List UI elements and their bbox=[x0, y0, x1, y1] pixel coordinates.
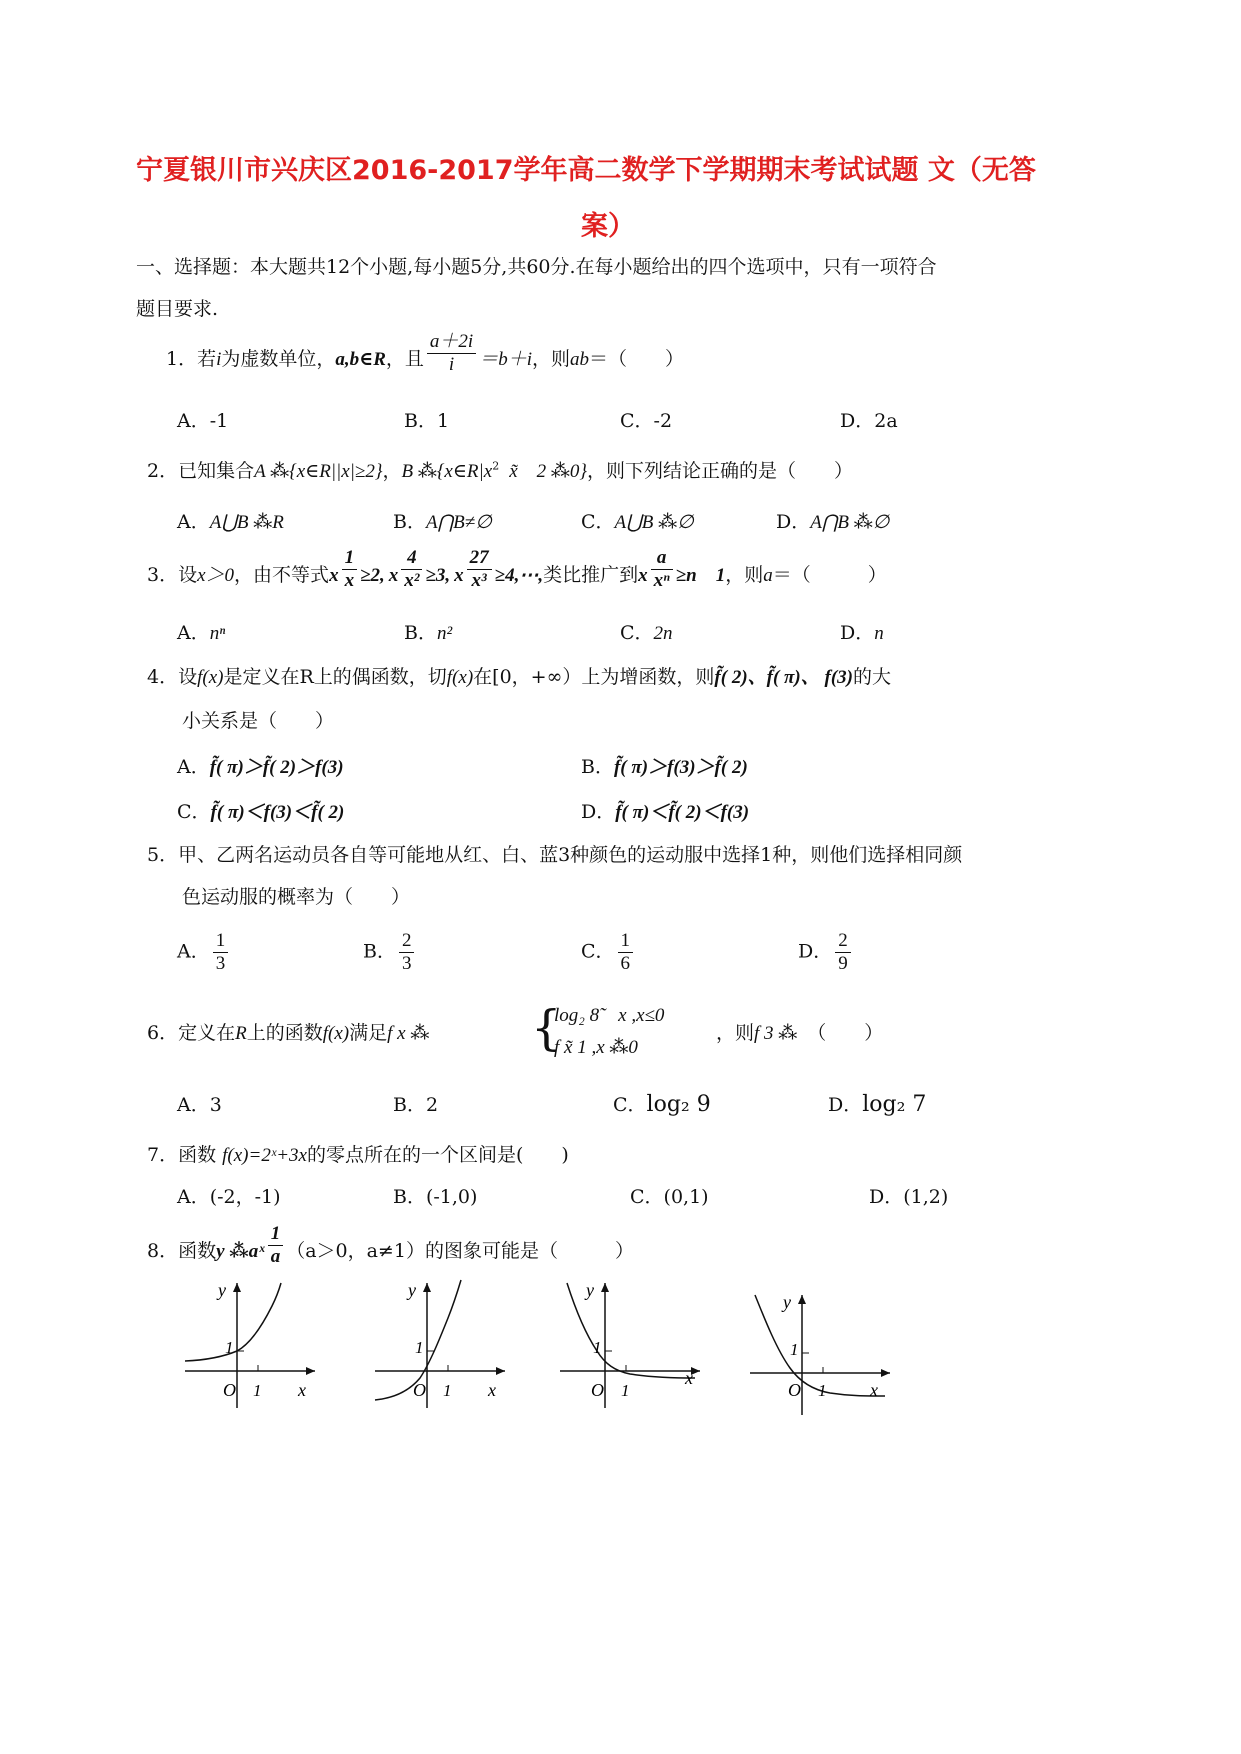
q1-fraction bbox=[427, 331, 476, 376]
q4-text-1: 设 bbox=[178, 666, 198, 688]
q6-option-d[interactable] bbox=[828, 1090, 926, 1117]
svg-text:x: x bbox=[488, 1380, 496, 1400]
q2-set-a: A ⁂{x∈R||x|≥2} bbox=[254, 461, 383, 482]
svg-text:1: 1 bbox=[621, 1381, 630, 1400]
q3-x-3: x bbox=[454, 565, 464, 586]
q2-set-b: B ⁂{x∈R|x bbox=[401, 461, 493, 482]
q5-a-num: 1 bbox=[213, 930, 229, 953]
q5-d-den: 9 bbox=[838, 952, 848, 974]
svg-text:1: 1 bbox=[818, 1381, 827, 1400]
q6-c-label: C． bbox=[613, 1094, 647, 1116]
q3-d-label: D． bbox=[840, 622, 875, 644]
q3-frac-1-num: 1 bbox=[342, 547, 358, 570]
q7-option-d[interactable]: D．(1,2) bbox=[869, 1186, 949, 1208]
q6-option-b[interactable]: B．2 bbox=[393, 1094, 439, 1116]
q5-b-num: 2 bbox=[399, 930, 415, 953]
q4-fx-2: f(x) bbox=[446, 667, 474, 688]
q8-number: 8． bbox=[147, 1240, 179, 1262]
q2-option-c[interactable] bbox=[581, 507, 694, 534]
q3-option-c[interactable] bbox=[620, 618, 673, 645]
q3-a: a bbox=[763, 565, 773, 586]
q2-text-2: ，则下列结论正确的是（ ） bbox=[586, 460, 853, 482]
section-intro: 一、选择题：本大题共12个小题,每小题5分,共60分.在每小题给出的四个选项中，只有一项符合 bbox=[136, 256, 937, 278]
q3-option-a[interactable] bbox=[177, 618, 225, 645]
svg-text:y: y bbox=[783, 1292, 791, 1312]
q6-ask: f 3 ⁂ bbox=[754, 1023, 798, 1044]
q3-text-2: ，由不等式 bbox=[234, 564, 330, 586]
q3-frac-2-num: 4 bbox=[401, 547, 422, 570]
svg-text:x: x bbox=[298, 1380, 306, 1400]
q5-a-den: 3 bbox=[215, 952, 226, 974]
q4-d-label: D． bbox=[581, 801, 616, 823]
q3-frac-4-den: xⁿ bbox=[653, 569, 670, 591]
q1-text-3: ，且 bbox=[385, 348, 424, 370]
q1-text-5: ＝（ ） bbox=[589, 348, 685, 370]
q2-b-label: B． bbox=[393, 511, 426, 533]
q2-sep: ， bbox=[382, 460, 402, 482]
q2-option-a[interactable] bbox=[177, 507, 284, 534]
q2-c-label: C． bbox=[581, 511, 615, 533]
q3-text-5: ＝（ ） bbox=[772, 564, 887, 586]
q6-c-math: log₂ 9 bbox=[646, 1092, 711, 1117]
q3-frac-4-num: a bbox=[651, 547, 673, 570]
q6-case-2: f x̃ 1 ,x ⁂0 bbox=[554, 1037, 638, 1058]
q3-text-3: 类比推广到 bbox=[543, 564, 639, 586]
q7-text-1: 函数 bbox=[178, 1144, 223, 1166]
q3-frac-1-den: x bbox=[344, 569, 355, 591]
q8-frac bbox=[268, 1223, 284, 1268]
q5-c-den: 6 bbox=[620, 952, 631, 974]
page-title bbox=[136, 148, 1036, 187]
q3-b-label: B． bbox=[404, 622, 437, 644]
q2-d-math: A⋂B ⁂∅ bbox=[810, 512, 890, 533]
q5-b-den: 3 bbox=[401, 952, 412, 974]
q1-frac-den: i bbox=[448, 353, 455, 375]
q3-frac-4 bbox=[651, 547, 673, 592]
q6-lhs: f x ⁂ bbox=[387, 1023, 430, 1044]
q2-set-b-2: x̃ 2 ⁂0} bbox=[509, 461, 587, 482]
q6-option-a[interactable]: A．3 bbox=[177, 1094, 222, 1116]
q3-cond: x＞0 bbox=[197, 565, 235, 586]
svg-text:1: 1 bbox=[790, 1340, 799, 1359]
q4-a-label: A． bbox=[177, 756, 210, 778]
q2-option-d[interactable] bbox=[776, 507, 889, 534]
q8-text-2: （a＞0，a≠1）的图象可能是（ ） bbox=[286, 1240, 634, 1262]
q5-b-label: B． bbox=[363, 940, 396, 963]
q1-text-4: ，则 bbox=[531, 348, 570, 370]
q5-a-label: A． bbox=[177, 940, 210, 963]
q3-option-b[interactable] bbox=[404, 618, 452, 645]
q3-frac-3-den: x³ bbox=[471, 569, 487, 591]
q3-frac-1 bbox=[342, 547, 358, 592]
q3-a-label: A． bbox=[177, 622, 210, 644]
q5-option-b[interactable] bbox=[363, 930, 417, 975]
svg-text:y: y bbox=[586, 1280, 594, 1300]
q3-a-math: nⁿ bbox=[209, 623, 226, 644]
q3-frac-3 bbox=[467, 547, 492, 592]
q6-text-2: 上的函数 bbox=[246, 1022, 323, 1044]
question-1 bbox=[166, 330, 685, 375]
q5-option-a[interactable] bbox=[177, 930, 231, 975]
q3-c-math: 2n bbox=[653, 623, 673, 644]
question-5-cont: 色运动服的概率为（ ） bbox=[182, 886, 411, 908]
q3-rel-3: ≥4,⋯, bbox=[494, 565, 544, 586]
q1-text-1: 若 bbox=[197, 348, 217, 370]
q2-a-label: A． bbox=[177, 511, 210, 533]
q8-frac-num: 1 bbox=[268, 1223, 284, 1246]
question-2 bbox=[147, 456, 853, 483]
q1-option-d[interactable]: D．2a bbox=[840, 410, 898, 432]
q2-number: 2． bbox=[147, 460, 179, 482]
svg-text:y: y bbox=[218, 1280, 226, 1300]
q6-text-5: （ ） bbox=[807, 1022, 884, 1044]
q8-frac-den: a bbox=[270, 1245, 281, 1267]
q7-option-a[interactable]: A．(-2，-1) bbox=[177, 1186, 281, 1208]
q1-option-c[interactable]: C．-2 bbox=[620, 410, 673, 432]
svg-text:1: 1 bbox=[225, 1338, 234, 1357]
question-6-ask bbox=[716, 1018, 883, 1045]
question-8 bbox=[147, 1222, 634, 1267]
q6-d-math: log₂ 7 bbox=[862, 1092, 927, 1117]
q5-b-frac bbox=[399, 930, 415, 975]
q5-option-d[interactable] bbox=[798, 930, 854, 975]
page-title-cont bbox=[581, 204, 635, 243]
q3-c-label: C． bbox=[620, 622, 654, 644]
q3-frac-2 bbox=[401, 547, 422, 592]
q8-graph-c[interactable] bbox=[555, 1278, 705, 1413]
q3-number: 3． bbox=[147, 564, 179, 586]
q4-option-a[interactable] bbox=[177, 752, 344, 779]
svg-text:x: x bbox=[870, 1380, 878, 1400]
q7-fx: f(x)=2ˣ+3x bbox=[222, 1145, 307, 1166]
q3-frac-2-den: x² bbox=[404, 569, 420, 591]
q4-text-4: 的大 bbox=[853, 666, 892, 688]
q1-frac-num: a＋2i bbox=[427, 331, 476, 354]
q6-option-c[interactable] bbox=[613, 1090, 711, 1117]
q6-text-1: 定义在 bbox=[178, 1022, 236, 1044]
svg-text:O: O bbox=[591, 1380, 604, 1400]
svg-text:O: O bbox=[413, 1380, 426, 1400]
q1-math-ab: a,b∈R bbox=[335, 349, 386, 370]
q6-text-3: 满足 bbox=[349, 1022, 388, 1044]
svg-text:O: O bbox=[223, 1380, 236, 1400]
q3-rel-2: ≥3, bbox=[425, 565, 451, 586]
q7-option-c[interactable]: C．(0,1) bbox=[630, 1186, 709, 1208]
q6-case-1: log₂ 8̃ x ,x≤0 bbox=[554, 1005, 665, 1026]
q6-d-label: D． bbox=[828, 1094, 863, 1116]
q4-a-math: f̃( π)＞f̃( 2)＞f(3) bbox=[209, 757, 344, 778]
q4-option-c[interactable] bbox=[177, 797, 344, 824]
q3-frac-3-num: 27 bbox=[467, 547, 492, 570]
question-5 bbox=[147, 840, 962, 867]
q4-math-1: f̃( 2)、f̃( π)、 f(3) bbox=[714, 667, 853, 688]
q1-math-eq: ＝b＋i bbox=[479, 349, 532, 370]
q4-d-math: f̃( π)＜f̃( 2)＜f(3) bbox=[615, 802, 750, 823]
q3-x-1: x bbox=[329, 565, 339, 586]
q8-graph-a[interactable] bbox=[180, 1278, 320, 1413]
q1-math-i: i bbox=[216, 349, 222, 370]
q3-x-4: x bbox=[638, 565, 648, 586]
q2-text-1: 已知集合 bbox=[178, 460, 255, 482]
q1-option-b[interactable]: B．1 bbox=[404, 410, 450, 432]
q4-b-math: f̃( π)＞f(3)＞f̃( 2) bbox=[613, 757, 748, 778]
q5-d-label: D． bbox=[798, 940, 833, 963]
q5-c-frac bbox=[618, 930, 634, 975]
q2-a-math: A⋃B ⁂R bbox=[209, 512, 284, 533]
q1-option-a[interactable]: A．-1 bbox=[177, 410, 229, 432]
question-4 bbox=[147, 662, 891, 689]
q5-a-frac bbox=[213, 930, 229, 975]
q2-d-label: D． bbox=[776, 511, 811, 533]
q3-option-d[interactable] bbox=[840, 618, 884, 645]
svg-text:1: 1 bbox=[443, 1381, 452, 1400]
q5-text-1: 甲、乙两名运动员各自等可能地从红、白、蓝3种颜色的运动服中选择1种，则他们选择相同颜 bbox=[178, 844, 963, 866]
q2-b-math: A⋂B≠∅ bbox=[425, 512, 492, 533]
q5-option-c[interactable] bbox=[581, 930, 636, 975]
q2-option-b[interactable] bbox=[393, 507, 492, 534]
q4-number: 4． bbox=[147, 666, 179, 688]
question-6 bbox=[147, 1018, 429, 1045]
q3-text-1: 设 bbox=[178, 564, 198, 586]
q4-b-label: B． bbox=[581, 756, 614, 778]
svg-text:1: 1 bbox=[593, 1338, 602, 1357]
q8-text-1: 函数 bbox=[178, 1240, 217, 1262]
q3-rel-4: ≥n 1 bbox=[675, 565, 726, 586]
q4-c-label: C． bbox=[177, 801, 211, 823]
svg-text:1: 1 bbox=[253, 1381, 262, 1400]
q7-number: 7． bbox=[147, 1144, 179, 1166]
q3-rel-1: ≥2, bbox=[360, 565, 385, 586]
q4-text-2: 是定义在R上的偶函数，切 bbox=[223, 666, 447, 688]
section-intro-cont: 题目要求. bbox=[136, 298, 219, 320]
svg-text:y: y bbox=[408, 1280, 416, 1300]
question-3 bbox=[147, 546, 887, 591]
q4-text-3: 在[0，+∞）上为增函数，则 bbox=[473, 666, 715, 688]
q6-brace: { bbox=[531, 1000, 562, 1056]
q1-text-2: 为虚数单位， bbox=[221, 348, 336, 370]
q5-d-frac bbox=[835, 930, 851, 975]
q8-y: y ⁂aˣ bbox=[216, 1241, 265, 1262]
q3-d-math: n bbox=[874, 623, 884, 644]
q5-c-num: 1 bbox=[618, 930, 634, 953]
svg-text:O: O bbox=[788, 1380, 801, 1400]
question-7 bbox=[147, 1140, 569, 1167]
q4-option-d[interactable] bbox=[581, 797, 749, 824]
q3-x-2: x bbox=[388, 565, 399, 586]
q6-fx: f(x) bbox=[322, 1023, 350, 1044]
q4-c-math: f̃( π)＜f(3)＜f̃( 2) bbox=[210, 802, 345, 823]
q6-text-4: ，则 bbox=[716, 1022, 755, 1044]
q4-option-b[interactable] bbox=[581, 752, 748, 779]
question-4-cont: 小关系是（ ） bbox=[182, 710, 335, 732]
q7-text-2: 的零点所在的一个区间是( ) bbox=[306, 1144, 569, 1166]
q2-c-math: A⋃B ⁂∅ bbox=[614, 512, 694, 533]
q8-graph-d[interactable] bbox=[745, 1290, 895, 1425]
q4-fx: f(x) bbox=[197, 667, 224, 688]
q3-b-math: n² bbox=[436, 623, 453, 644]
q6-R: R bbox=[235, 1023, 247, 1044]
title-line-2: 案） bbox=[581, 211, 635, 242]
svg-text:1: 1 bbox=[415, 1338, 424, 1357]
q2-sup: 2 bbox=[492, 459, 500, 473]
q5-number: 5． bbox=[147, 844, 179, 866]
q7-option-b[interactable]: B．(-1,0) bbox=[393, 1186, 478, 1208]
q6-number: 6． bbox=[147, 1022, 179, 1044]
q8-graph-b[interactable] bbox=[370, 1278, 510, 1413]
q1-number: 1． bbox=[166, 348, 198, 370]
q5-c-label: C． bbox=[581, 940, 615, 963]
title-line-1: 宁夏银川市兴庆区2016-2017学年高二数学下学期期末考试试题 文（无答 bbox=[136, 155, 1036, 186]
q3-text-4: ，则 bbox=[725, 564, 764, 586]
svg-text:x: x bbox=[685, 1368, 693, 1388]
q1-math-ab2: ab bbox=[570, 349, 589, 370]
q5-d-num: 2 bbox=[835, 930, 851, 953]
